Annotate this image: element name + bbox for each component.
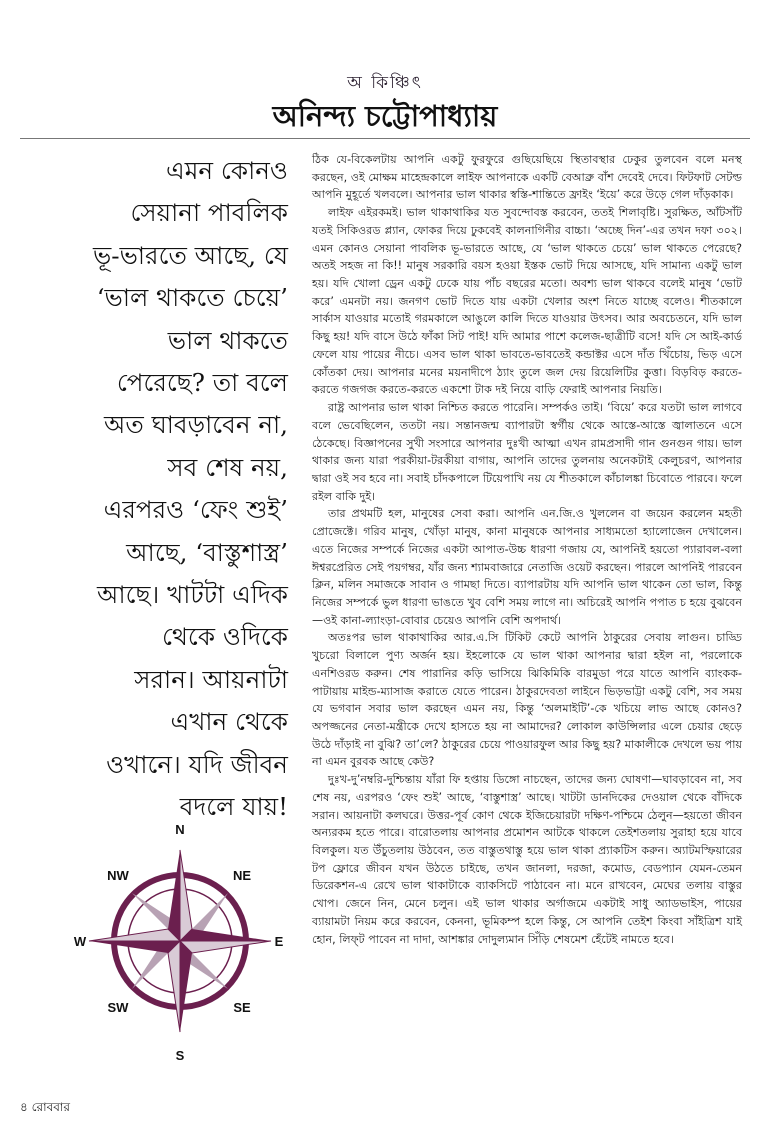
compass-label-se: SE bbox=[233, 1000, 251, 1015]
article-paragraph: লাইফ এইরকমই। ভাল থাকাথাকির যত সুবন্দোবস্ত করবেন, ততই শিলাবৃষ্টি। সুরক্ষিত, আঁটসাঁট যতই সিকিওরড প্ল্যান, ফোকর দিয়ে ঢুকবেই কালনাগিনীর বাচ্চা। ‘অচ্ছে দিন’-এর তখন দফা ৩০২। এমন কোনও সেয়ানা পাবলিক ভূ-ভারতে আছে, যে ‘ভাল থাকতে চেয়ে’ ভাল থাকতে পেরেছে? অতই সহজ না কি!! মানুষ সরকারি বয়স হওয়া ইস্তক ভোট দিয়ে আসছে, যদি সামান্য একটু ভাল হয়। যদি খোলা ড্রেন একটু ঢেকে যায় পাঁচ বছরের মতো। অবশ্য ভাল থাকবে বলেই মানুষ ‘ভোট করে’ এমনটা নয়। জনগণ ভোট দিতে যায় একটা খেলার অংশ নিতে যাচ্ছে বলেও। শীতকালে সার্কাস যাওয়ার মতোই গরমকালে আঙুলে কালি দিতে যাওয়ার উৎসব। আর অবচেতনে, যদি ভাল কিছু হয়! যদি বাসে উঠে ফাঁকা সিট পাই! যদি আমার পাশে কলেজ-ছাত্রীটি বসে! যদি সে আই-কার্ড ফেলে যায় পায়ের নীচে। এসব ভাল থাকা ভাবতে-ভাবতেই কন্ডাক্টর এসে দাঁত খিঁচোয়, ভিড় এসে কোঁতকা দেয়। আপনার মনের ময়নাদীপে ঠ্যাং তুলে জল দেয় রিয়েলিটির কুত্তা। বিড়বিড় করতে-করতে গজগজ করতে-করতে একশো টাক দই নিয়ে বাড়ি ফেরাই আপনার নিয়তি। bbox=[312, 206, 742, 397]
article-body bbox=[312, 151, 742, 948]
article-paragraph: রাষ্ট্র আপনার ভাল থাকা নিশ্চিত করতে পারেনি। সম্পর্কও তাই। ‘বিয়ে’ করে যতটা ভাল লাগবে বলে ভেবেছিলেন, ততটা নয়। সন্তানজন্ম ব্যাপারটা স্বর্গীয় থেকে আস্তে-আস্তে জ্বালাতনে এসে ঠেকেছে। বিজ্ঞাপনের সুখী সংসারে আপনার দুঃখী আত্মা এখন রামপ্রসাদী গান গুনগুন গায়। ভাল থাকার জন্য যারা পরকীয়া-টরকীয়া বাগায়, আপনি তাদের তুলনায় অনেকটাই কেলুচরণ, আপনার দ্বারা ওই সব হবে না। সবাই চাঁদকপালে টিয়েপাখি নয় যে শীতকালে কাঁচালঙ্কা চিবোতে পারবে। ফলে রইল বাকি দুই। bbox=[312, 401, 742, 503]
compass-rose-illustration bbox=[70, 820, 290, 1066]
compass-label-sw: SW bbox=[107, 1000, 129, 1015]
pull-quote-line: ‘ভাল থাকতে চেয়ে’ bbox=[96, 283, 288, 313]
pull-quote-line: ভূ-ভারতে আছে, যে bbox=[92, 240, 288, 270]
pull-quote-line: আছে। খাটটা এদিক bbox=[97, 580, 288, 610]
pull-quote-line: ভাল থাকতে bbox=[167, 325, 288, 355]
author-byline: অনিন্দ্য চট্টোপাধ্যায় bbox=[272, 99, 498, 133]
pull-quote-line: পেরেছে? তা বলে bbox=[116, 368, 288, 398]
pull-quote bbox=[38, 150, 288, 829]
page-number: ৪ bbox=[20, 1100, 28, 1114]
pull-quote-line: থেকে ওদিকে bbox=[162, 622, 288, 652]
pull-quote-line: বদলে যায়! bbox=[179, 792, 288, 822]
article-paragraph: অতঃপর ভাল থাকাথাকির আর.এ.সি টিকিট কেটে আপনি ঠাকুরের সেবায় লাগুন। চাড্ডি খুচরো বিলালে পুণ্য অর্জন হয়। ইহলোকে যে ভাল থাকা আপনার দ্বারা হইল না, পরলোকে এনশিওরড করুন। শেষ পারানির কড়ি ভাসিয়ে ঝিকিমিকি বারমুডা পরে যাতে আপনি ব্যাংকক-পাটায়ায় মাইন্ড-ম্যাসাজ করাতে যেতে পারেন। ঠাকুরদেবতা লাইনে ভিড়ভাট্টা একটু বেশি, সব সময় যে ভগবান সবার ভাল করছেন এমন নয়, কিন্তু ‘অলমাইটি’-কে খচিয়ে লাভ আছে কোনও? অপজ্জনের নেতা-মন্ত্রীকে দেখে হাসতে হয় না আমাদের? লোকাল কাউন্সিলার এলে চেয়ার ছেড়ে উঠে দাঁড়াই না বুঝি? তা’লে? ঠাকুরের চেয়ে পাওয়ারফুল আর কিছু হয়? মাকালীকে দেখলে ভয় পায় না এমন বুরবক আছে কেউ? bbox=[312, 631, 742, 769]
pull-quote-line: সব শেষ নয়, bbox=[167, 452, 288, 482]
compass-label-s: S bbox=[175, 1048, 185, 1063]
article-paragraph: ঠিক যে-বিকেলটায় আপনি একটু ফুরফুরে গুছিয়েছিয়ে স্থিতাবস্থার ঢেকুর তুলবেন বলে মনস্থ করছেন, ওই মোক্ষম মাহেন্দ্রকালে লাইফ আপনাকে একটি বেআব্রু বাঁশ দেবেই দেবে। ফিটফাট সেটল্ড আপনি মুহূর্তে খলবলে। আপনার ভাল থাকার স্বস্তি-শান্তিতে ফ্রাইং ‘ইয়ে’ করে উড়ে গেল দাঁড়কাক। bbox=[312, 153, 742, 202]
pull-quote-line: এমন কোনও bbox=[166, 156, 288, 185]
compass-label-w: W bbox=[73, 934, 87, 949]
pull-quote-line: সরান। আয়নাটা bbox=[134, 664, 288, 694]
compass-label-n: N bbox=[175, 822, 185, 837]
article-paragraph: দুঃখ-দু’নম্বরি-দুশ্চিন্তায় যাঁরা ফি হপ্তায় ডিঙ্গো নাচছেন, তাদের জন্য ঘোষণা—ঘাবড়াবেন না, সব শেষ নয়, এরপরও ‘ফেং শুই’ আছে, ‘বাস্তুশাস্ত্র’ আছে। খাটটা ডানদিকের দেওয়াল থেকে বাঁদিকে সরান। আয়নাটা কলঘরে। উত্তর-পূর্ব কোণ থেকে ইজিচেয়ারটা দক্ষিণ-পশ্চিমে ঠেলুন—হয়তো জীবন অন্যরকম হতে পারে। বারোতলায় আপনার প্রমোশন আটকে থাকলে তেইশতলায় সুরাহা হয়ে যাবে বিলকুল। যত উঁচুতলায় উঠবেন, তত বাস্তুতথাস্তু হয়ে ভাল থাকা প্র্যাকটিস করুন। অ্যাটমস্ফিয়ারের টপ ফ্লোরে জীবন যখন উঠতে চাইছে, তখন জানলা, দরজা, কমোড, বেডপ্যান যেমন-তেমন ডিরেকশন-এ রেখে ভাল থাকাটাকে ব্যাকসিটে পাঠাবেন না। মনে রাখবেন, মেঘের তলায় বাস্তুর খোপ। জেনে নিন, মেনে চলুন। এই ভাল থাকার অর্গাজমে একটাই সাধু অ্যাডভাইস, পায়ের ব্যায়ামটা নিয়ম করে করবেন, কেননা, ভূমিকম্প হলে কিন্তু, সে আপনি তেইশ কিংবা সাঁইত্রিশ যাই হোন, লিফ্‌ট পাবেন না দাদা, আশঙ্কার দোদুল্যমান সিঁড়ি শেষমেশ হেঁটেই নামতে হবে। bbox=[312, 773, 742, 946]
article-paragraph: তার প্রথমটি হল, মানুষের সেবা করা। আপনি এন.জি.ও খুললেন বা জয়েন করলেন মহতী প্রোজেক্টে। গরিব মানুষ, খোঁড়া মানুষ, কানা মানুষকে আপনার সাধ্যমতো হ্যালোজেন দেখালেন। এতে নিজের সম্পর্কে নিজের একটা আপাত-উচ্চ ধারণা গজায় যে, আপনিই হয়তো প্যারাবল-বলা ঈশ্বরপ্রেরিত সেই পয়গম্বর, যাঁর জন্য শ্যামবাজারে নেতাজি ওয়েট করছেন। পারলে আপনিই পারবেন ক্লিন, মলিন সমাজকে সাবান ও গামছা দিতে। ব্যাপারটায় যদি আপনি ভাল থাকেন তো ভাল, কিন্তু নিজের সম্পর্কে ভুল ধারণা ভাঙতে খুব বেশি সময় লাগে না। অচিরেই আপনি পপাত চ হয়ে বুঝবেন—ওই কানা-ল্যাংড়া-বোবার চেয়েও আপনি বেশি অপদার্থ। bbox=[312, 507, 742, 627]
header-divider bbox=[20, 138, 750, 139]
pull-quote-line: এখান থেকে bbox=[170, 707, 288, 737]
pull-quote-line: আছে, ‘বাস্তুশাস্ত্র’ bbox=[126, 537, 288, 567]
column-title: অ কিঞ্চিৎ bbox=[347, 73, 423, 93]
compass-label-nw: NW bbox=[107, 868, 129, 883]
compass-label-e: E bbox=[274, 934, 284, 949]
pull-quote-line: এরপরও ‘ফেং শুই’ bbox=[103, 495, 288, 525]
pull-quote-line: অত ঘাবড়াবেন না, bbox=[104, 410, 288, 440]
footer-section: রোববার bbox=[31, 1100, 71, 1114]
page-footer bbox=[20, 1099, 70, 1119]
pull-quote-line: ওখানে। যদি জীবন bbox=[106, 749, 288, 779]
compass-label-ne: NE bbox=[232, 868, 252, 883]
pull-quote-line: সেয়ানা পাবলিক bbox=[130, 198, 288, 228]
